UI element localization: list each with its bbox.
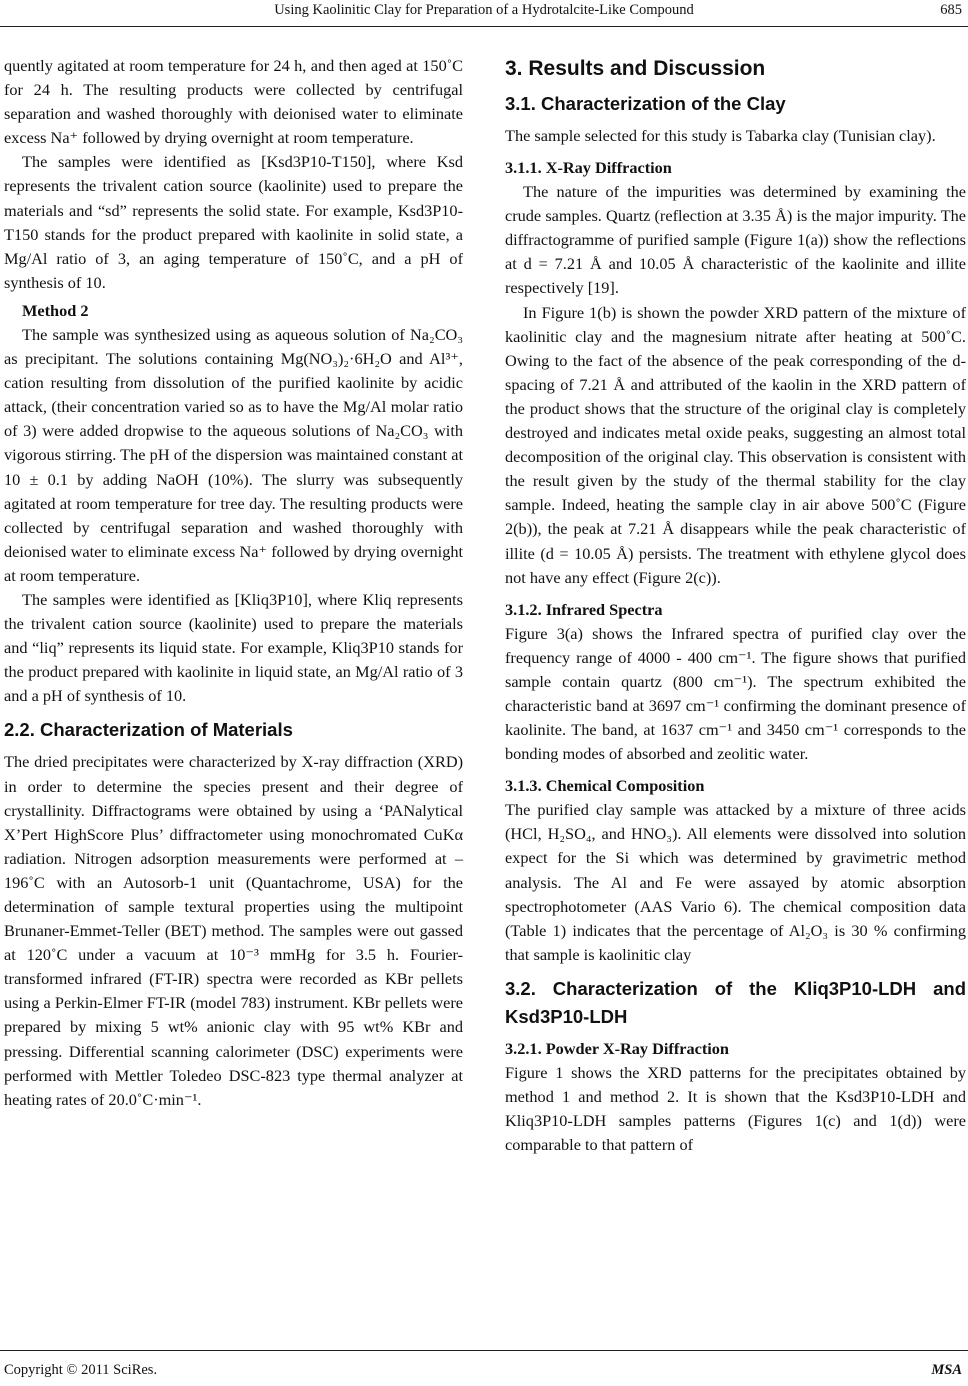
paragraph: quently agitated at room temperature for 24 h, and then aged at 150˚C for 24 h. The resulting products were collected by centrifugal separation and washed thoroughly with deionised water to eliminate excess Na⁺ followed by drying overnight at room temperature. <box>4 56 463 148</box>
page-header <box>0 0 968 26</box>
subsubsection-heading: 3.2.1. Powder X-Ray Diffraction <box>505 1038 729 1058</box>
paragraph: The nature of the impurities was determined by examining the crude samples. Quartz (reflection at 3.35 Å) is the major impurity. The diffractogramme of purified sample (Figure 1(a)) show the reflections at d = 7.21 Å and 10.05 Å characteristic of the kaolinite and illite respectively [19]. <box>505 182 966 298</box>
running-title: Using Kaolinitic Clay for Preparation of a Hydrotalcite-Like Compound <box>274 2 694 18</box>
paragraph: The sample selected for this study is Tabarka clay (Tunisian clay). <box>505 126 936 145</box>
paragraph: The samples were identified as [Kliq3P10], where Kliq represents the trivalent cation source (kaolinite) used to prepare the materials and “liq” represents its liquid state. For example, Kliq3P10 stands for the product prepared with kaolinite in liquid state, an Mg/Al ratio of 3 and a pH of synthesis of 10. <box>4 589 463 706</box>
subsection-heading: 3.1. Characterization of the Clay <box>505 93 786 114</box>
paragraph: The dried precipitates were characterized by X-ray diffraction (XRD) in order to determine the species present and their degree of crystallinity. Diffractograms were obtained by using a ‘PANalytical X’Pert HighScore Plus’ diffractometer using monochromated CuKα radiation. Nitrogen adsorption measurements were performed at –196˚C with an Autosorb-1 unit (Quantachrome, USA) for the determination of sample textural properties using the multipoint Brunaner-Emmet-Teller (BET) method. The samples were out gassed at 120˚C under a vacuum at 10⁻³ mmHg for 3.5 h. Fourier-transformed infrared (FT-IR) spectra were recorded as KBr pellets using a Perkin-Elmer FT-IR (model 783) instrument. KBr pellets were prepared by mixing 5 wt% anionic clay with 95 wt% KBr and pressing. Differential scanning calorimeter (DSC) experiments were performed with Mettler Toledeo DSC-823 type thermal analyzer at heating rates of 20.0˚C·min⁻¹. <box>4 752 463 1109</box>
subsection-heading: 3.2. Characterization of the Kliq3P10-LDH and Ksd3P10-LDH <box>505 977 966 1027</box>
page-number: 685 <box>940 2 962 18</box>
section-heading: 3. Results and Discussion <box>505 57 766 80</box>
subsubsection-heading: 3.1.1. X-Ray Diffraction <box>505 158 672 178</box>
right-column <box>505 54 966 1157</box>
header-rule <box>0 26 968 27</box>
subsubsection-heading: 3.1.2. Infrared Spectra <box>505 599 663 619</box>
journal-abbreviation: MSA <box>931 1362 962 1378</box>
section-heading: 2.2. Characterization of Materials <box>4 719 293 741</box>
paragraph: The purified clay sample was attacked by a mixture of three acids (HCl, H₂SO₄, and HNO₃). All elements were dissolved into solution expect for the Si which was determined by gravimetric method analysis. The Al and Fe were assayed by atomic absorption spectrophotometer (AAS Vario 6). The chemical composition data (Table 1) indicates that the percentage of Al₂O₃ is 30 % confirming that sample is kaolinitic clay <box>505 800 966 964</box>
paragraph: The samples were identified as [Ksd3P10-T150], where Ksd represents the trivalent cation source (kaolinite) used to prepare the materials and “sd” represents the solid state. For example, Ksd3P10-T150 stands for the product prepared with kaolinite in solid state, a Mg/Al ratio of 3, an aging temperature of 150˚C, and a pH of synthesis of 10. <box>4 152 463 292</box>
page-footer <box>0 1346 968 1386</box>
method-heading: Method 2 <box>22 300 89 320</box>
left-column <box>4 54 463 1112</box>
copyright-notice: Copyright © 2011 SciRes. <box>4 1362 158 1378</box>
subsubsection-heading: 3.1.3. Chemical Composition <box>505 776 705 796</box>
paragraph: In Figure 1(b) is shown the powder XRD pattern of the mixture of kaolinitic clay and the magnesium nitrate after heating at 500˚C. Owing to the fact of the absence of the peak corresponding of the d-spacing of 7.21 Å and attributed of the kaolin in the XRD pattern of the product shows that the structure of the original clay is completely destroyed and indicates metal oxide peaks, suggesting an almost total decomposition of the original clay. This observation is consistent with the result given by the study of the thermal stability for the clay sample. Indeed, heating the sample clay in air above 500˚C (Figure 2(b)), the peak at 7.21 Å disappears while the peak characteristic of illite (d = 10.05 Å) persists. The treatment with ethylene glycol does not have any effect (Figure 2(c)). <box>505 302 966 587</box>
paragraph: Figure 1 shows the XRD patterns for the precipitates obtained by method 1 and method 2. It is shown that the Ksd3P10-LDH and Kliq3P10-LDH samples patterns (Figures 1(c) and 1(d)) were comparable to that pattern of <box>505 1062 966 1155</box>
paragraph: Figure 3(a) shows the Infrared spectra of purified clay over the frequency range of 4000 - 400 cm⁻¹. The figure shows that purified sample contain quartz (800 cm⁻¹). The spectrum exhibited the characteristic band at 3697 cm⁻¹ confirming the dominant presence of kaolinite. The band, at 1637 cm⁻¹ and 3450 cm⁻¹ corresponds to the bonding modes of absorbed and zeolitic water. <box>505 623 966 764</box>
paragraph: The sample was synthesized using as aqueous solution of Na₂CO₃ as precipitant. The solutions containing Mg(NO₃)₂·6H₂O and Al³⁺, cation resulting from dissolution of the purified kaolinite by acidic attack, (their concentration varied so as to have the Mg/Al molar ratio of 3) were added dropwise to the aqueous solutions of Na₂CO₃ with vigorous stirring. The pH of the dispersion was maintained constant at 10 ± 0.1 by adding NaOH (10%). The slurry was subsequently agitated at room temperature for tree day. The resulting products were collected by centrifugal separation and washed thoroughly with deionised water to eliminate excess Na⁺ followed by drying overnight at room temperature. <box>4 324 463 585</box>
